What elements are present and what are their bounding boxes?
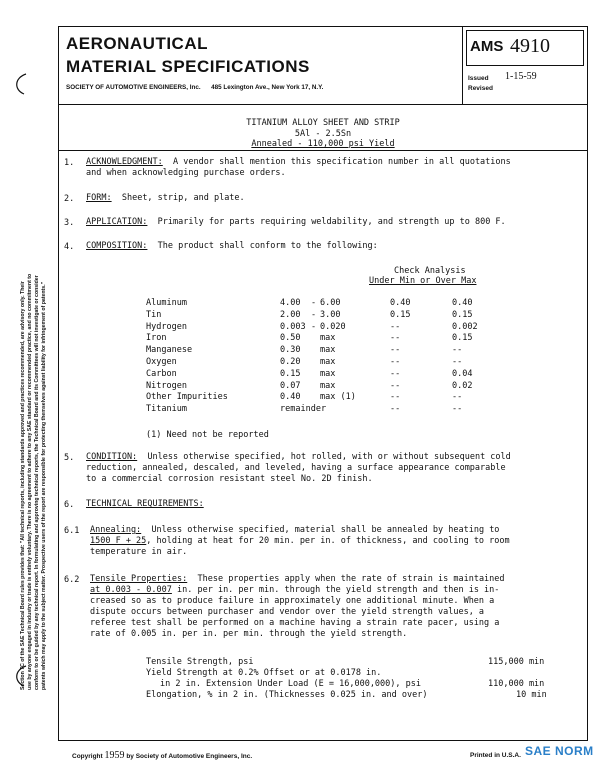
issued-label: Issued xyxy=(468,75,489,82)
composition-dash: - xyxy=(311,321,317,332)
composition-max: 3.00 xyxy=(320,309,341,320)
element-name: Nitrogen xyxy=(146,380,187,391)
composition-max: max xyxy=(320,345,336,356)
composition-min: 0.003 xyxy=(280,321,306,332)
tensile-strength-value: 115,000 min xyxy=(488,657,545,667)
section-2-number: 2. xyxy=(64,194,75,204)
check-under-min: -- xyxy=(390,380,401,391)
section-5-line1 xyxy=(86,452,511,463)
section-5-heading: CONDITION: xyxy=(86,452,138,462)
section-2-text: Sheet, strip, and plate. xyxy=(121,193,245,203)
section-2-heading: FORM: xyxy=(86,193,112,203)
composition-max: max xyxy=(320,357,336,367)
check-over-max: -- xyxy=(452,357,463,367)
yield-strength-value: 110,000 min xyxy=(488,679,545,689)
section-6-2-line4: dispute occurs between purchaser and vendor over the yield strength values, a xyxy=(90,607,485,617)
society-name: SOCIETY OF AUTOMOTIVE ENGINEERS, Inc. xyxy=(66,84,201,91)
composition-max: max xyxy=(320,333,336,344)
section-6-1-text1: Unless otherwise specified, material shall be annealed by heating to xyxy=(151,525,500,535)
check-under-min: -- xyxy=(390,404,401,415)
check-over-max: 0.40 xyxy=(452,298,473,308)
check-under-min: -- xyxy=(390,357,401,367)
elongation-value: 10 min xyxy=(516,690,547,700)
composition-footnote: (1) Need not be reported xyxy=(146,430,269,440)
section-6-1-number: 6.1 xyxy=(64,526,80,536)
check-under-min: 0.40 xyxy=(390,298,411,308)
sidebar-line-3: conform to or be guided by any technical report. In formulating and approving technical reports, the Technical Board and its Committees will not investigate or consider xyxy=(34,275,40,690)
section-6-2-strain-rate: at 0.003 - 0.007 xyxy=(90,585,172,595)
section-6-1-temp: 1500 F + 25 xyxy=(90,536,147,546)
sidebar-line-1: Section 7C of the SAE Technical Board rules provides that: "All technical reports, including standards approved and practices recommended, are advisory only. Their xyxy=(20,281,26,690)
element-name: Aluminum xyxy=(146,298,187,308)
check-under-min: -- xyxy=(390,345,401,356)
check-over-max: 0.02 xyxy=(452,380,473,391)
tensile-strength-label: Tensile Strength, psi xyxy=(146,657,254,667)
spec-title-line2: 5Al - 2.5Sn xyxy=(294,129,352,139)
composition-min: 2.00 xyxy=(280,309,301,320)
check-over-max: -- xyxy=(452,404,463,415)
printed-in-usa: Printed in U.S.A. xyxy=(470,752,521,759)
section-5-line2: reduction, annealed, descaled, and leveled, having a surface appearance comparable xyxy=(86,463,506,473)
section-6-1-line3: temperature in air. xyxy=(90,547,188,557)
section-6-1-line2 xyxy=(90,536,510,547)
check-under-min: 0.15 xyxy=(390,309,411,320)
copyright-label: Copyright xyxy=(72,753,103,760)
check-analysis-header: Check Analysis xyxy=(394,266,466,276)
copyright-line xyxy=(72,750,252,761)
section-6-2-line1 xyxy=(90,574,505,585)
copyright-owner: by Society of Automotive Engineers, Inc. xyxy=(126,753,253,760)
sidebar-line-2: use by anyone engaged in industry or trade is entirely voluntary. There is no agreement to adhere to any SAE standard or recommended practice, and no commitment to xyxy=(27,273,33,690)
yield-strength-label: Yield Strength at 0.2% Offset or at 0.0178 in. xyxy=(146,668,382,678)
header-divider xyxy=(58,104,588,105)
section-6-1-text2: , holding at heat for 20 min. per in. of thickness, and cooling to room xyxy=(146,536,510,546)
header-title-line2: MATERIAL SPECIFICATIONS xyxy=(66,57,310,76)
element-name: Iron xyxy=(146,333,167,344)
section-6-2-text2: in. per in. per min. through the yield strength and then is in- xyxy=(171,585,500,595)
element-name: Manganese xyxy=(146,345,193,356)
section-2-line xyxy=(86,193,245,204)
check-under-min: -- xyxy=(390,392,401,403)
composition-min: 0.15 xyxy=(280,368,301,379)
section-5-text1: Unless otherwise specified, hot rolled, with or without subsequent cold xyxy=(147,452,511,462)
header-vertical-divider xyxy=(462,26,463,104)
check-over-max: 0.15 xyxy=(452,309,473,320)
element-name: Other Impurities xyxy=(146,392,228,403)
section-6-2-text1: These properties apply when the rate of strain is maintained xyxy=(197,574,505,584)
section-6-2-heading: Tensile Properties: xyxy=(90,574,188,584)
composition-max: 0.020 xyxy=(320,321,346,332)
check-under-min: -- xyxy=(390,333,401,344)
section-6-2-line6: rate of 0.005 in. per in. per min. through the yield strength. xyxy=(90,629,408,639)
yield-extension-label: in 2 in. Extension Under Load (E = 16,000,000), psi xyxy=(160,679,421,689)
section-6-2-line5: referee test shall be performed on a machine having a strain rate pacer, using a xyxy=(90,618,500,628)
composition-max: max (1) xyxy=(320,392,356,403)
composition-dash: - xyxy=(311,298,317,308)
section-6-1-heading: Annealing: xyxy=(90,525,142,535)
section-5-line3: to a commercial corrosion resistant steel No. 2D finish. xyxy=(86,474,373,484)
section-6-2-line3: creased so as to produce failure in approximately one additional minute. When a xyxy=(90,596,495,606)
composition-min: remainder xyxy=(280,404,327,415)
society-address-line xyxy=(66,84,323,91)
header-title-line1: AERONAUTICAL xyxy=(66,34,208,53)
section-6-2-line2 xyxy=(90,585,499,596)
society-address: 485 Lexington Ave., New York 17, N.Y. xyxy=(211,84,324,91)
section-3-heading: APPLICATION: xyxy=(86,217,148,227)
elongation-label: Elongation, % in 2 in. (Thicknesses 0.025 in. and over) xyxy=(146,690,428,700)
composition-max: max xyxy=(320,380,336,391)
check-under-min: -- xyxy=(390,368,401,379)
section-1-text1: A vendor shall mention this specification number in all quotations xyxy=(173,157,511,167)
section-5-number: 5. xyxy=(64,453,75,463)
section-1-line1 xyxy=(86,157,511,168)
section-4-number: 4. xyxy=(64,242,75,252)
composition-max: 6.00 xyxy=(320,298,341,308)
section-3-line xyxy=(86,217,506,228)
check-over-max: 0.15 xyxy=(452,333,473,344)
section-4-heading: COMPOSITION: xyxy=(86,241,148,251)
issued-date: 1-15-59 xyxy=(505,71,537,82)
title-divider xyxy=(58,150,588,151)
check-under-min: -- xyxy=(390,321,401,332)
composition-min: 0.20 xyxy=(280,357,301,367)
element-name: Hydrogen xyxy=(146,321,187,332)
section-6-heading: TECHNICAL REQUIREMENTS: xyxy=(86,499,204,509)
sidebar-line-4: patents which may apply to the subject matter. Prospective users of the report are responsible for protecting themselves against liability for infringement of patents." xyxy=(41,281,47,690)
section-6-1-line1 xyxy=(90,525,499,536)
section-4-text: The product shall conform to the following: xyxy=(157,241,378,251)
sae-norm-watermark: SAE NORM xyxy=(525,744,594,758)
section-4-line xyxy=(86,241,378,252)
composition-dash: - xyxy=(311,309,317,320)
spec-title-line3: Annealed - 110,000 psi Yield xyxy=(251,139,395,149)
check-over-max: 0.04 xyxy=(452,368,473,379)
check-over-max: -- xyxy=(452,345,463,356)
section-3-number: 3. xyxy=(64,218,75,228)
element-name: Carbon xyxy=(146,368,177,379)
copyright-year: 1959 xyxy=(104,750,125,761)
under-over-header: Under Min or Over Max xyxy=(369,276,477,286)
check-over-max: -- xyxy=(452,392,463,403)
composition-min: 0.07 xyxy=(280,380,301,391)
ams-label: AMS xyxy=(470,38,504,55)
ams-number: 4910 xyxy=(510,35,550,57)
section-1-heading: ACKNOWLEDGMENT: xyxy=(86,157,163,167)
composition-min: 0.30 xyxy=(280,345,301,356)
element-name: Titanium xyxy=(146,404,187,415)
revised-label: Revised xyxy=(468,85,493,92)
composition-min: 0.50 xyxy=(280,333,301,344)
section-6-number: 6. xyxy=(64,500,75,510)
composition-max: max xyxy=(320,368,336,379)
sidebar-legal-notice xyxy=(20,70,48,690)
composition-min: 4.00 xyxy=(280,298,301,308)
section-1-line2: and when acknowledging purchase orders. xyxy=(86,168,286,178)
check-over-max: 0.002 xyxy=(452,321,478,332)
element-name: Tin xyxy=(146,309,162,320)
section-3-text: Primarily for parts requiring weldability, and strength up to 800 F. xyxy=(157,217,506,227)
element-name: Oxygen xyxy=(146,357,177,367)
composition-min: 0.40 xyxy=(280,392,301,403)
spec-title-line1: TITANIUM ALLOY SHEET AND STRIP xyxy=(246,118,400,128)
section-6-2-number: 6.2 xyxy=(64,575,80,585)
section-1-number: 1. xyxy=(64,158,75,168)
